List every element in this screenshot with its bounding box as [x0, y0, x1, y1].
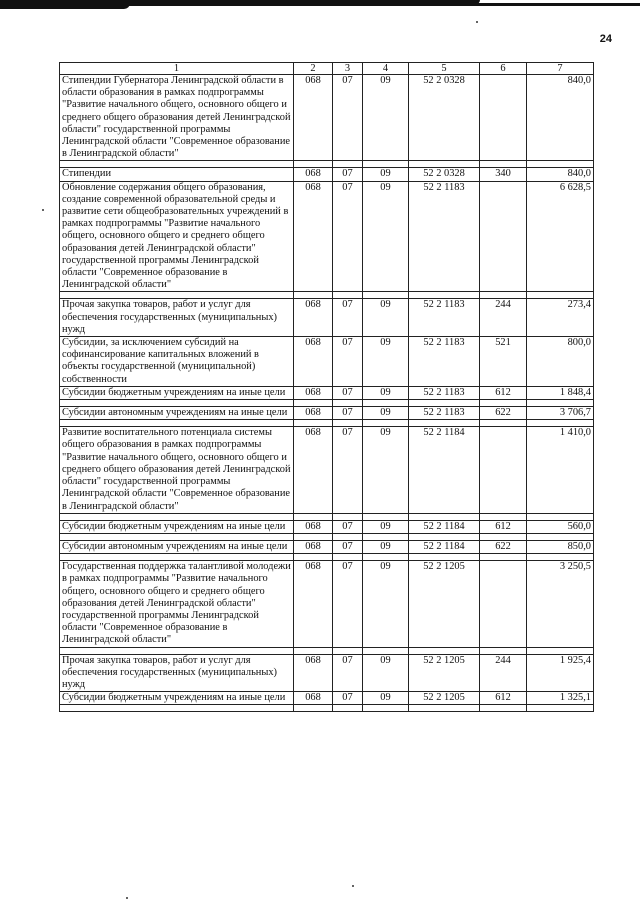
subsection-cell: 09 — [363, 520, 409, 533]
section-cell: 07 — [333, 75, 363, 161]
table-row — [60, 75, 594, 161]
subsection-cell: 09 — [363, 337, 409, 387]
row-spacer — [60, 400, 594, 407]
column-header: 3 — [333, 63, 363, 75]
section-cell: 07 — [333, 407, 363, 420]
expense-type-cell: 622 — [480, 407, 527, 420]
target-article-cell: 52 2 1183 — [409, 407, 480, 420]
amount-cell: 273,4 — [527, 299, 594, 337]
subsection-cell: 09 — [363, 654, 409, 692]
section-cell: 07 — [333, 654, 363, 692]
subsection-cell: 09 — [363, 299, 409, 337]
expense-type-cell: 612 — [480, 520, 527, 533]
expense-name-cell: Субсидии автономным учреждениям на иные цели — [60, 407, 294, 420]
expense-name-cell: Субсидии, за исключением субсидий на софинансирование капитальных вложений в объекты государственной (муниципальной) собственности — [60, 337, 294, 387]
expense-name-cell: Обновление содержания общего образования, создание современной образовательной среды и развитие сети общеобразовательных учреждений в рамках подпрограммы "Развитие начального общего, основного общего и среднего общего образования детей Ленинградской области" государственной программы Ленинградской области "Современное образование в Ленинградской области" — [60, 181, 294, 292]
table-row — [60, 299, 594, 337]
ministry-code-cell: 068 — [294, 168, 333, 181]
target-article-cell: 52 2 1205 — [409, 561, 480, 647]
column-header: 1 — [60, 63, 294, 75]
column-header: 7 — [527, 63, 594, 75]
column-header: 2 — [294, 63, 333, 75]
target-article-cell: 52 2 1184 — [409, 427, 480, 513]
expense-name-cell: Прочая закупка товаров, работ и услуг для обеспечения государственных (муниципальных) нужд — [60, 299, 294, 337]
target-article-cell: 52 2 0328 — [409, 75, 480, 161]
ministry-code-cell: 068 — [294, 540, 333, 553]
subsection-cell: 09 — [363, 561, 409, 647]
expense-type-cell — [480, 181, 527, 292]
target-article-cell: 52 2 1183 — [409, 299, 480, 337]
table-header-row — [60, 63, 594, 75]
amount-cell: 560,0 — [527, 520, 594, 533]
target-article-cell: 52 2 1183 — [409, 386, 480, 399]
ministry-code-cell: 068 — [294, 692, 333, 705]
section-cell: 07 — [333, 427, 363, 513]
amount-cell: 3 250,5 — [527, 561, 594, 647]
ministry-code-cell: 068 — [294, 561, 333, 647]
expense-name-cell: Стипендии Губернатора Ленинградской области в области образования в рамках подпрограммы "Развитие начального общего, основного общего и среднего общего образования детей Ленинградской области" государственной программы Ленинградской области "Современное образование в Ленинградской области" — [60, 75, 294, 161]
column-header: 6 — [480, 63, 527, 75]
expense-name-cell: Субсидии бюджетным учреждениям на иные цели — [60, 386, 294, 399]
section-cell: 07 — [333, 386, 363, 399]
expense-name-cell: Прочая закупка товаров, работ и услуг для обеспечения государственных (муниципальных) нужд — [60, 654, 294, 692]
table-row — [60, 386, 594, 399]
table-row — [60, 407, 594, 420]
row-spacer — [60, 533, 594, 540]
expense-type-cell — [480, 75, 527, 161]
subsection-cell: 09 — [363, 427, 409, 513]
expense-type-cell: 521 — [480, 337, 527, 387]
target-article-cell: 52 2 1205 — [409, 692, 480, 705]
scan-speck — [352, 885, 354, 887]
amount-cell: 1 325,1 — [527, 692, 594, 705]
target-article-cell: 52 2 1205 — [409, 654, 480, 692]
amount-cell: 800,0 — [527, 337, 594, 387]
section-cell: 07 — [333, 181, 363, 292]
expense-name-cell: Субсидии бюджетным учреждениям на иные цели — [60, 692, 294, 705]
expense-name-cell: Субсидии автономным учреждениям на иные цели — [60, 540, 294, 553]
table-row — [60, 540, 594, 553]
amount-cell: 1 925,4 — [527, 654, 594, 692]
section-cell: 07 — [333, 337, 363, 387]
table-row — [60, 427, 594, 513]
section-cell: 07 — [333, 540, 363, 553]
scan-speck — [476, 21, 478, 23]
ministry-code-cell: 068 — [294, 654, 333, 692]
subsection-cell: 09 — [363, 540, 409, 553]
target-article-cell: 52 2 1183 — [409, 181, 480, 292]
expense-type-cell: 340 — [480, 168, 527, 181]
row-spacer — [60, 554, 594, 561]
scan-edge-bar-line — [120, 3, 640, 6]
target-article-cell: 52 2 1184 — [409, 520, 480, 533]
row-spacer — [60, 647, 594, 654]
amount-cell: 840,0 — [527, 168, 594, 181]
scan-speck — [126, 897, 128, 899]
row-spacer — [60, 513, 594, 520]
scan-speck — [42, 209, 44, 211]
target-article-cell: 52 2 1184 — [409, 540, 480, 553]
amount-cell: 3 706,7 — [527, 407, 594, 420]
expense-name-cell: Развитие воспитательного потенциала системы общего образования в рамках подпрограммы "Развитие начального общего, основного общего и среднего общего образования детей Ленинградской области" государственной программы Ленинградской области "Современное образование в Ленинградской области" — [60, 427, 294, 513]
table-row — [60, 520, 594, 533]
ministry-code-cell: 068 — [294, 181, 333, 292]
subsection-cell: 09 — [363, 181, 409, 292]
row-spacer — [60, 420, 594, 427]
expense-type-cell: 612 — [480, 386, 527, 399]
column-header: 5 — [409, 63, 480, 75]
table-row — [60, 654, 594, 692]
amount-cell: 1 848,4 — [527, 386, 594, 399]
table-row — [60, 168, 594, 181]
subsection-cell: 09 — [363, 168, 409, 181]
target-article-cell: 52 2 1183 — [409, 337, 480, 387]
expense-name-cell: Государственная поддержка талантливой молодежи в рамках подпрограммы "Развитие начального общего, основного общего и среднего общего образования детей Ленинградской области" государственной программы Ленинградской области "Современное образование в Ленинградской области" — [60, 561, 294, 647]
row-spacer — [60, 705, 594, 712]
target-article-cell: 52 2 0328 — [409, 168, 480, 181]
amount-cell: 850,0 — [527, 540, 594, 553]
section-cell: 07 — [333, 520, 363, 533]
amount-cell: 6 628,5 — [527, 181, 594, 292]
budget-table — [59, 62, 594, 712]
row-spacer — [60, 161, 594, 168]
expense-type-cell: 622 — [480, 540, 527, 553]
row-spacer — [60, 292, 594, 299]
expense-type-cell: 244 — [480, 299, 527, 337]
ministry-code-cell: 068 — [294, 337, 333, 387]
subsection-cell: 09 — [363, 75, 409, 161]
subsection-cell: 09 — [363, 386, 409, 399]
section-cell: 07 — [333, 561, 363, 647]
expense-type-cell: 612 — [480, 692, 527, 705]
scan-edge-bar — [0, 0, 640, 18]
section-cell: 07 — [333, 299, 363, 337]
table-row — [60, 181, 594, 292]
section-cell: 07 — [333, 692, 363, 705]
ministry-code-cell: 068 — [294, 299, 333, 337]
amount-cell: 1 410,0 — [527, 427, 594, 513]
expense-type-cell — [480, 427, 527, 513]
scan-edge-bar-left — [0, 0, 130, 9]
column-header: 4 — [363, 63, 409, 75]
expense-type-cell: 244 — [480, 654, 527, 692]
amount-cell: 840,0 — [527, 75, 594, 161]
subsection-cell: 09 — [363, 407, 409, 420]
ministry-code-cell: 068 — [294, 520, 333, 533]
page-number: 24 — [599, 33, 612, 45]
section-cell: 07 — [333, 168, 363, 181]
table-row — [60, 561, 594, 647]
expense-name-cell: Субсидии бюджетным учреждениям на иные цели — [60, 520, 294, 533]
subsection-cell: 09 — [363, 692, 409, 705]
ministry-code-cell: 068 — [294, 407, 333, 420]
ministry-code-cell: 068 — [294, 427, 333, 513]
table-row — [60, 337, 594, 387]
expense-name-cell: Стипендии — [60, 168, 294, 181]
table-row — [60, 692, 594, 705]
ministry-code-cell: 068 — [294, 75, 333, 161]
ministry-code-cell: 068 — [294, 386, 333, 399]
expense-type-cell — [480, 561, 527, 647]
